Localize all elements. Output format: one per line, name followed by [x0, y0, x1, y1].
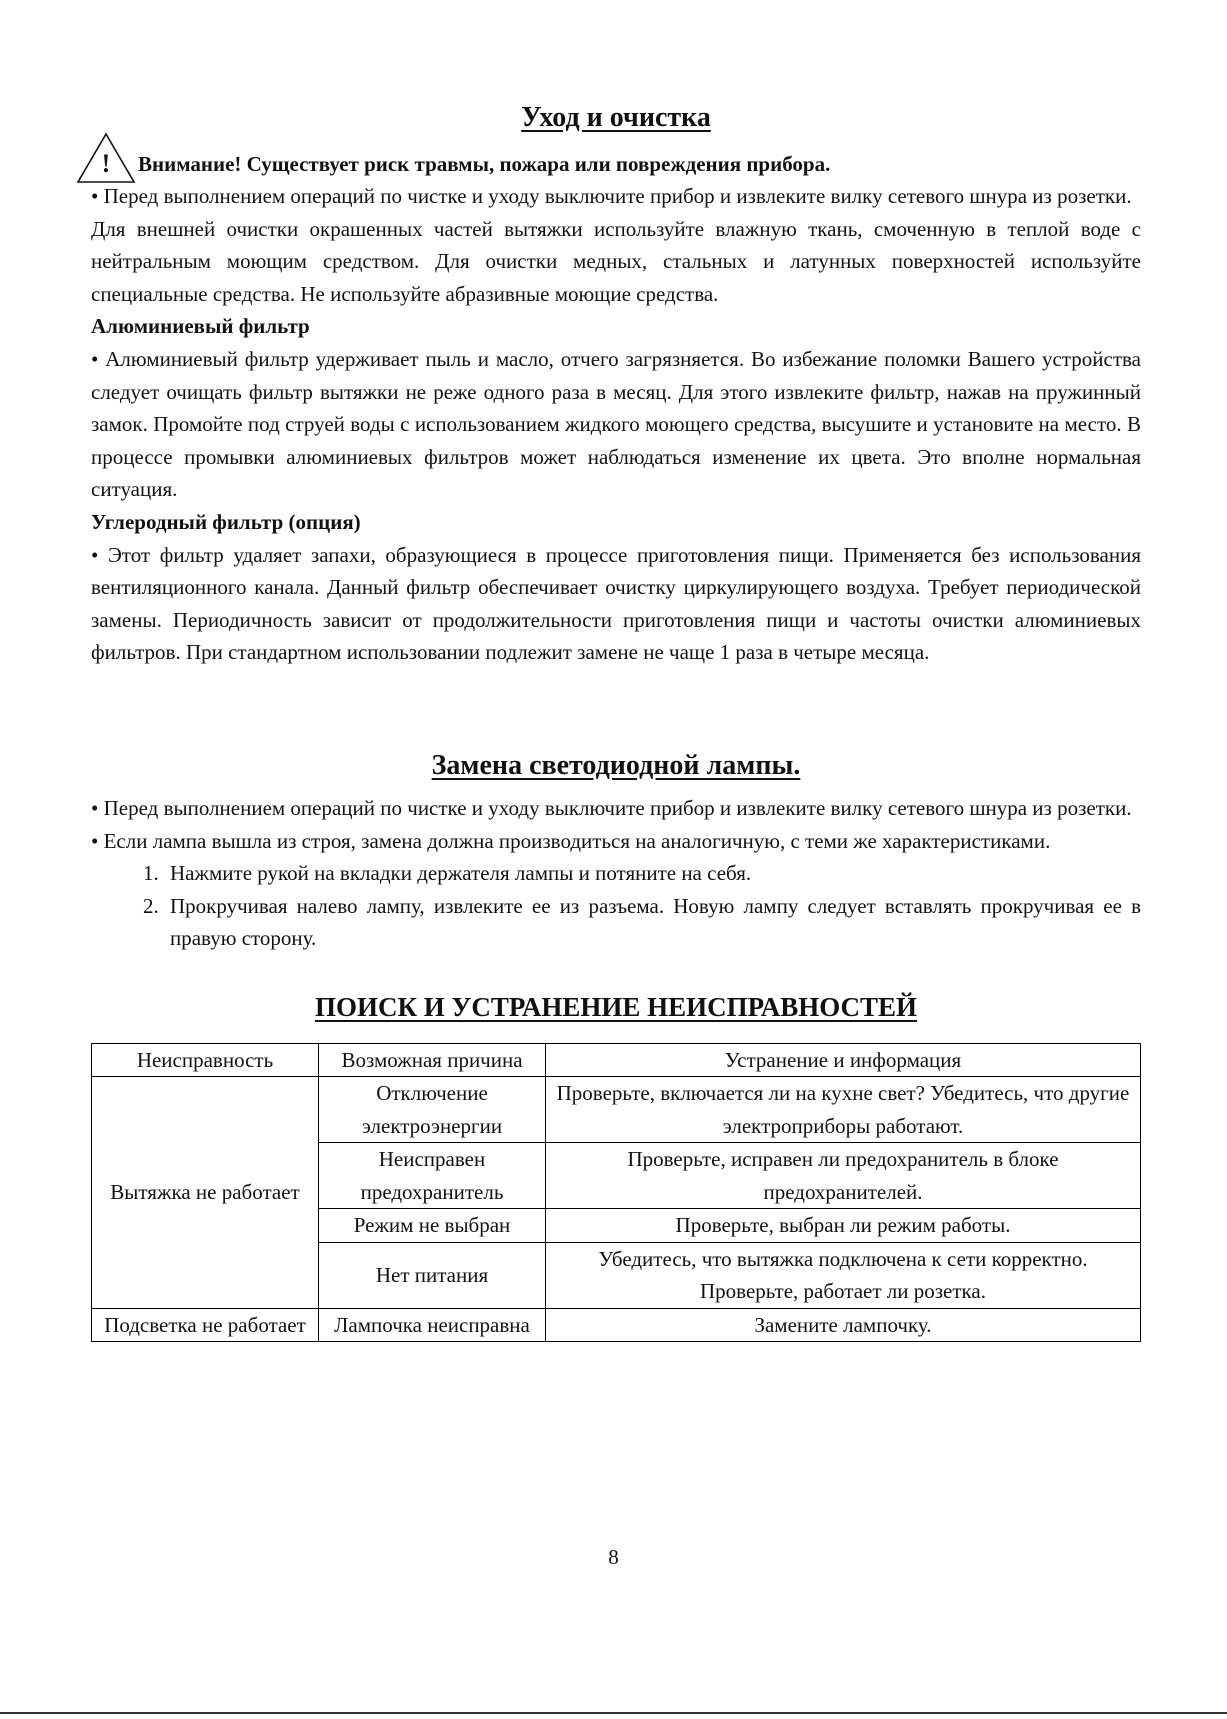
fix-cell: Проверьте, включается ли на кухне свет? Убедитесь, что другие электроприборы работают. [546, 1077, 1141, 1143]
lamp-title: Замена светодиодной лампы. [431, 749, 801, 781]
svg-text:!: ! [101, 149, 111, 178]
warning-triangle-icon [75, 130, 137, 186]
aluminium-filter-text: • Алюминиевый фильтр удерживает пыль и масло, отчего загрязняется. Во избежание поломки Вашего устройства следует очищать фильтр вытяжки не реже одного раза в месяц. Для этого извлеките фильтр, нажав на пружинный замок. Промойте под струей воды с использованием жидкого моющего средства, высушите и установите на место. В процессе промывки алюминиевых фильтров может наблюдаться изменение их цвета. Это вполне нормальная ситуация. [91, 346, 1141, 502]
warning-text: Внимание! Существует риск травмы, пожара или повреждения прибора. [138, 152, 831, 176]
page-number: 8 [608, 1545, 619, 1569]
fault-cell: Подсветка не работает [92, 1308, 319, 1342]
care-paragraph-exterior: Для внешней очистки окрашенных частей вытяжки используйте влажную ткань, смоченную в теплой воде с нейтральным моющим средством. Для очистки медных, стальных и латунных поверхностей используйте специальные средства. Не используйте абразивные моющие средства. [91, 216, 1141, 306]
fix-cell: Проверьте, выбран ли режим работы. [546, 1209, 1141, 1243]
lamp-step: 2. Прокручивая налево лампу, извлеките ее из разъема. Новую лампу следует вставлять прокручивая ее в правую сторону. [164, 890, 1141, 955]
document-page [91, 100, 1141, 1342]
troubleshooting-title: ПОИСК И УСТРАНЕНИЕ НЕИСПРАВНОСТЕЙ [314, 991, 918, 1022]
troubleshooting-table [91, 1043, 1141, 1343]
carbon-filter-text: • Этот фильтр удаляет запахи, образующиеся в процессе приготовления пищи. Применяется без использования вентиляционного канала. Данный фильтр обеспечивает очистку циркулирующего воздуха. Требует периодической замены. Периодичность зависит от продолжительности приготовления пищи и частоты очистки алюминиевых фильтров. При стандартном использовании подлежит замене не чаще 1 раза в четыре месяца. [91, 542, 1141, 665]
lamp-paragraph-replace: • Если лампа вышла из строя, замена должна производиться на аналогичную, с теми же характеристиками. [91, 828, 1051, 853]
fix-cell: Убедитесь, что вытяжка подключена к сети корректно. Проверьте, работает ли розетка. [546, 1242, 1141, 1308]
table-row [92, 1308, 1141, 1342]
carbon-filter-heading: Углеродный фильтр (опция) [91, 509, 361, 534]
cause-cell: Нет питания [319, 1242, 546, 1308]
aluminium-filter-heading: Алюминиевый фильтр [91, 314, 310, 339]
cause-cell: Режим не выбран [319, 1209, 546, 1243]
cause-cell: Лампочка неисправна [319, 1308, 546, 1342]
fix-cell: Проверьте, исправен ли предохранитель в блоке предохранителей. [546, 1143, 1141, 1209]
care-title: Уход и очистка [521, 102, 711, 133]
table-header-row [92, 1043, 1141, 1077]
bottom-divider [0, 1712, 1227, 1714]
cause-cell: Неисправен предохранитель [319, 1143, 546, 1209]
header-fault: Неисправность [92, 1043, 319, 1077]
lamp-steps [91, 857, 1141, 955]
header-cause: Возможная причина [319, 1043, 546, 1077]
care-paragraph-unplug: • Перед выполнением операций по чистке и уходу выключите прибор и извлеките вилку сетевого шнура из розетки. [91, 184, 1132, 208]
fault-cell: Вытяжка не работает [92, 1077, 319, 1309]
table-row [92, 1077, 1141, 1143]
cause-cell: Отключение электроэнергии [319, 1077, 546, 1143]
lamp-step: 1. Нажмите рукой на вкладки держателя лампы и потяните на себя. [164, 857, 1141, 890]
header-fix: Устранение и информация [546, 1043, 1141, 1077]
warning-block [91, 140, 1141, 180]
fix-cell: Замените лампочку. [546, 1308, 1141, 1342]
lamp-paragraph-unplug: • Перед выполнением операций по чистке и уходу выключите прибор и извлеките вилку сетевого шнура из розетки. [91, 795, 1132, 820]
